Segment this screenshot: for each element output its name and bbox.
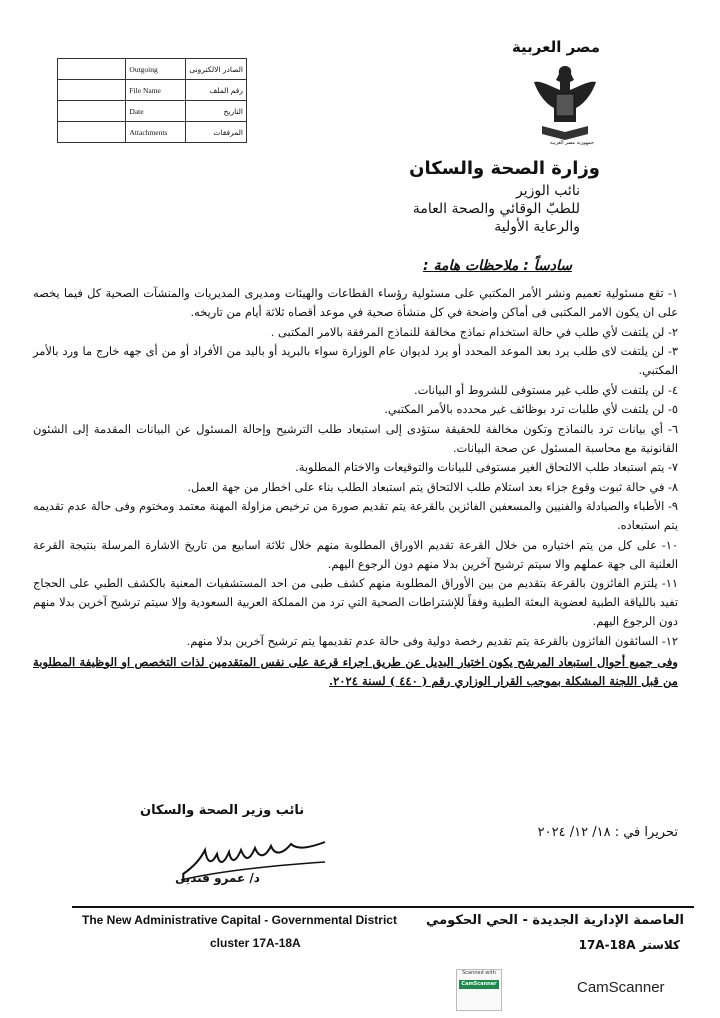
deputy-line: والرعاية الأولية [494,219,580,235]
scanner-badge-caption: Scanned with [462,970,496,976]
list-item: ٤- لن يلتفت لأي طلب غير مستوفى للشروط أو البيانات. [413,382,678,397]
meta-label-en: Outgoing [126,59,186,80]
deputy-title-block [413,182,580,236]
address-ar-line1: العاصمة الإدارية الجديدة - الحي الحكومي [425,913,684,928]
list-item: ٦- أي بيانات ترد بالنماذج وتكون مخالفة للحقيقة ستؤدى إلى استبعاد طلب الترشيح وإحالة المسئول عن البيانات المقدمة إلى الشئون القانونية مع محاسبة المسئول عن صحة البيانات. [33,421,678,455]
issue-date: تحريرا في : ١٨/ ١٢/ ٢٠٢٤ [537,825,678,840]
meta-label-ar: رقم الملف [186,80,247,101]
deputy-line: نائب الوزير [515,183,580,199]
document-metadata-table [57,58,247,143]
ministry-name: وزارة الصحة والسكان [409,158,600,179]
meta-label-ar: التاريخ [186,101,247,122]
list-item: ٨- في حالة ثبوت وقوع جزاء بعد استلام طلب الالتحاق يتم استبعاد الطلب بناء على اخطار من جهة العمل. [187,479,678,494]
meta-label-ar: المرفقات [186,122,247,143]
list-item: ١٢- السائقون الفائزون بالقرعة يتم تقديم رخصة دولية وفى حالة عدم تقديمها يتم ترشيح آخرين بدلا منهم. [186,633,678,648]
table-row [58,101,247,122]
list-item: ٢- لن يلتفت لأي طلب في حالة استخدام نماذج مخالفة للنماذج المرفقة بالامر المكتبى . [270,324,678,339]
address-ar-line2: كلاستر 17A-18A [578,938,680,952]
meta-label-en: File Name [126,80,186,101]
closing-note: وفى جميع أحوال استبعاد المرشح يكون اختيار البديل عن طريق اجراء قرعة على نفس المتقدمين لذات التخصص او الوظيفة المطلوبة من قبل اللجنة المشكلة بموجب القرار الوزاري رقم ( ٤٤٠ ) لسنة ٢٠٢٤. [33,654,678,688]
emblem-caption: جمهورية مصر العربية [550,140,594,146]
meta-label-en: Attachments [126,122,186,143]
meta-label-en: Date [126,101,186,122]
list-item: ١- تقع مسئولية تعميم ونشر الأمر المكتبي على مسئولية رؤساء القطاعات والهيئات ومديرى المديريات والمنشآت الصحية كل فيما يخصه على ان يكون الامر المكتبى فى أماكن واضحة في كل منشأة صحية في موعد أقصاه ثلاثة أيام من تاريخه. [33,286,678,319]
scanner-logo-icon: CamScanner [461,981,497,987]
table-row [58,122,247,143]
signer-title: نائب وزير الصحة والسكان [140,803,305,818]
scanner-qr-badge [456,969,502,1011]
footer-divider [72,906,694,908]
list-item: ٩- الأطباء والصيادلة والفنيين والمسعفين الفائزين بالقرعة يتم تقديم صورة من ترخيص مزاولة المهنة معتمد ومختوم وفى حالة عدم تقديمه يتم استبعاده. [33,499,678,532]
deputy-line: للطبّ الوقائي والصحة العامة [412,201,580,217]
address-en-line2: cluster 17A-18A [210,936,301,950]
list-item: ١١- يلتزم الفائزون بالقرعة بتقديم من بين الأوراق المطلوبة منهم كشف طبى من احد المستشفيات المعنية بالكشف الطبي على الحجاج تفيد باللياقة الطبية لعضوية البعثة الطبية وفقاً للإشتراطات الصحية التي ترد من المملكة العربية السعودية وإلا سيتم ترشيح آخرين بدلا منهم دون الرجوع اليهم. [33,576,678,628]
address-en-line1: The New Administrative Capital - Governmental District [82,913,397,927]
table-row [58,80,247,101]
meta-label-ar: الصادر الالكترونى [186,59,247,80]
list-item: ٥- لن يلتفت لأي طلبات ترد بوظائف غير محدده بالأمر المكتبي. [384,402,678,416]
list-item: ٧- يتم استبعاد طلب الالتحاق الغير مستوفى للبيانات والتوقيعات والاختام المطلوبة. [295,460,678,474]
section-title: سادساً : ملاحظات هامة : [422,258,572,274]
table-row [58,59,247,80]
list-item: ٣- لن يلتفت لاى طلب يرد بعد الموعد المحدد أو يرد لديوان عام الوزارة سواء بالبريد أو باليد من الأفراد أو من أى جهه خارج ما ورد بالأمر المكتبي. [33,344,678,377]
signer-name: د/ عمرو قنديل [175,871,260,885]
country-name: مصر العربية [511,38,600,56]
list-item: ١٠- على كل من يتم اختياره من خلال القرعة تقديم الاوراق المطلوبة منهم خلال ثلاثة اسابيع من تاريخ الاشارة المرسلة بنتيجة القرعة العلنية الى جهة عملهم والا سيتم ترشيح آخرين بدلا منهم دون الرجوع اليهم. [33,537,678,571]
eagle-emblem-icon [530,60,600,150]
scanner-watermark: CamScanner [577,979,665,996]
notes-list [33,284,678,691]
